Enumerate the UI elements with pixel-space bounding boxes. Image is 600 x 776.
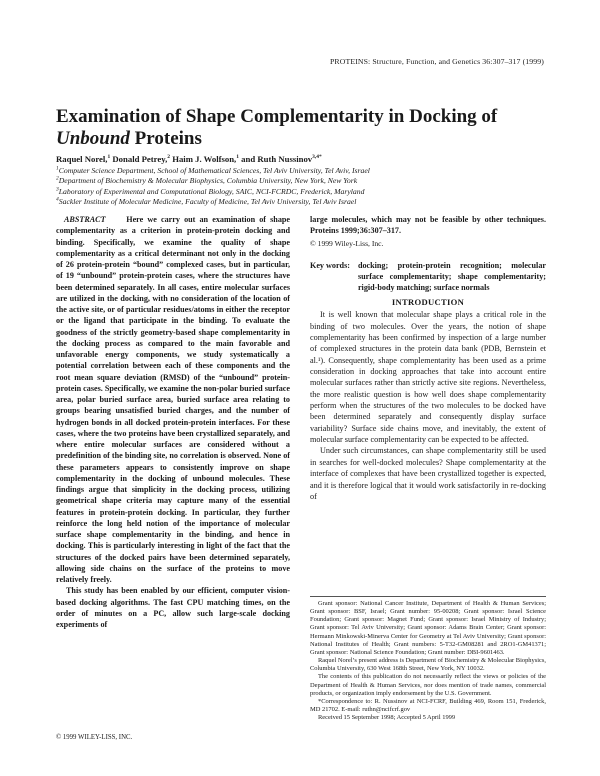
affiliation-sup: 1 bbox=[56, 165, 59, 172]
author-list bbox=[56, 154, 322, 164]
affiliation bbox=[56, 166, 556, 176]
affiliation bbox=[56, 187, 556, 197]
author-name: Donald Petrey, bbox=[112, 154, 168, 164]
affiliation-text: Department of Biochemistry & Molecular Biophysics, Columbia University, New York, New York bbox=[58, 176, 358, 186]
footnote-received: Received 15 September 1998; Accepted 5 April 1999 bbox=[318, 714, 456, 722]
abstract-text: Here we carry out an examination of shape complementarity as a criterion in protein-protein docking and binding. Specifically, we examine the quality of shape complementarity as a critical determinant not only in the docking of 26 protein-protein “bound” complexed cases, but in particular, of 19 “unbound” protein-protein cases, where the structures have been determined separately. In all cases, entire molecular surfaces are utilized in the docking, with no consideration of the location of the active site, or of particular residues/atoms in either the receptor or the ligand that participate in the binding. To evaluate the goodness of the strictly geometry-based shape complementarity in the docking process as compared to the main favorable and unfavorable energy components, we study systematically a potential correlation between each of these components and the root mean square deviation (RMSD) of the “unbound” protein-protein cases. Specifically, we examine the non-polar buried surface area, polar buried surface area, buried surface area relating to groups bearing unsatisfied buried charges, and the number of hydrogen bonds in all docked protein-protein interfaces. For these cases, where the two proteins have been crystallized separately, and where entire molecular surfaces are considered without a predefinition of the binding site, no correlation is observed. None of these parameters appears to consistently improve on shape complementarity in the docking of unbound molecules. These findings argue that simplicity in the docking process, utilizing geometrical shape criteria may capture many of the essential features in protein-protein docking. In particular, they further reinforce the long held notion of the importance of molecular surface shape complementarity in the binding, and hence in docking. This is particularly interesting in light of the fact that the structures of the docked pairs have been determined separately, allowing side chains on the surface of the proteins to move relatively freely. bbox=[56, 215, 291, 584]
intro-paragraph: It is well known that molecular shape plays a critical role in the binding of two molecules. Over the years, the notion of shape complementarity has been confirmed by inspection of a large number of complexed structures in the protein data bank (PDB, Bernstein et al.¹). Consequently, shape complementarity has been used as a prime consideration in docking approaches that take into account entire molecular surfaces rather than strictly active site regions. Nevertheless, the more realistic question is how well does shape complementarity perform when the structures of the two molecules to be docked have been determined separately and consequently display surface variability? Surface side chains move, and inevitably, the extent of molecular surface complementarity can be expected to be affected. bbox=[310, 310, 546, 445]
author-name: Ruth Nussinov bbox=[257, 154, 313, 164]
footnote-address: Raquel Norel’s present address is Department of Biochemistry & Molecular Biophysics, Columbia University, 630 West 168th Street, New York, NY 10032. bbox=[310, 657, 546, 673]
keywords-label: Key words: bbox=[310, 260, 350, 270]
intro-paragraph: Under such circumstances, can shape complementarity still be used in searches for well-docked molecules? Shape complementarity at the interface of complexes that have been crystallized together is expected, and it is therefore logical that it would work satisfactorily in re-docking of bbox=[310, 446, 546, 501]
abstract-label: ABSTRACT bbox=[64, 215, 106, 224]
affiliation bbox=[56, 197, 556, 207]
affiliation-text: Sackler Institute of Molecular Medicine, Faculty of Medicine, Tel Aviv University, Tel Aviv Israel bbox=[58, 197, 357, 207]
footnote-grants: Grant sponsor: National Cancer Institute, Department of Health & Human Services; Grant sponsor: BSF, Israel; Grant number: 95-00208; Grant sponsor: Israel Science Foundation; Grant sponsor: Magnet Fund; Grant sponsor: Israel Ministry of Industry; Grant sponsor: Tel Aviv University; Grant sponsor: Adams Brain Center; Grant sponsor: Hermann Minkowski-Minerva Center for Geometry at Tel Aviv University; Grant sponsor: National Institutes of Health; Grant numbers: 5-T32-GM08281 and 2RO1-GM41371; Grant sponsor: National Science Foundation; Grant number: DBI-9601463. bbox=[310, 600, 546, 656]
author-sup: 2 bbox=[167, 154, 171, 161]
right-column bbox=[310, 214, 546, 502]
keywords bbox=[310, 260, 546, 294]
author-sep: and bbox=[238, 154, 258, 164]
author-name: Haim J. Wolfson, bbox=[172, 154, 237, 164]
affiliations bbox=[56, 166, 556, 208]
title-italic: Unbound bbox=[56, 128, 130, 149]
footnote-disclaimer: The contents of this publication do not necessarily reflect the views or policies of the Department of Health & Human Services, nor does mention of trade names, commercial products, or organization imply endorsement by the U.S. Government. bbox=[310, 673, 546, 697]
abstract-paragraph-1 bbox=[56, 214, 290, 585]
footnotes bbox=[310, 596, 546, 722]
abstract-paragraph-2-cont: large molecules, which may not be feasible by other techniques. Proteins 1999;36:307–317. bbox=[310, 215, 546, 236]
abstract-column bbox=[56, 214, 290, 630]
footnote-correspondence: *Correspondence to: R. Nussinov at NCI-FCRF, Building 469, Room 151, Frederick, MD 21702. E-mail: ruthn@ncifcrf.gov bbox=[310, 697, 546, 714]
affiliation-sup: 4 bbox=[56, 196, 59, 203]
affiliation bbox=[56, 176, 556, 186]
author-name: Raquel Norel, bbox=[56, 154, 108, 164]
affiliation-text: Computer Science Department, School of Mathematical Sciences, Tel Aviv University, Tel Aviv, Israel bbox=[58, 166, 370, 175]
title-part-1: Examination of Shape Complementarity in Docking of bbox=[56, 106, 498, 127]
keywords-text: docking; protein-protein recognition; molecular surface complementarity; shape complementarity; rigid-body matching; surface normals bbox=[357, 260, 546, 293]
author-sup: 1 bbox=[107, 154, 111, 161]
running-head: PROTEINS: Structure, Function, and Genetics 36:307–317 (1999) bbox=[330, 57, 544, 66]
author-sup: 1 bbox=[236, 154, 239, 161]
abstract-copyright: © 1999 Wiley-Liss, Inc. bbox=[310, 238, 384, 248]
abstract-continuation bbox=[310, 214, 546, 249]
author-sup: 3,4* bbox=[312, 154, 322, 161]
affiliation-text: Laboratory of Experimental and Computational Biology, SAIC, NCI-FCRDC, Frederick, Maryland bbox=[58, 186, 365, 196]
abstract-paragraph-2: This study has been enabled by our efficient, computer vision-based docking algorithms. The fast CPU matching times, on the order of minutes on a PC, allow such large-scale docking experiments of bbox=[56, 586, 290, 629]
footer-copyright: © 1999 WILEY-LISS, INC. bbox=[56, 734, 133, 741]
affiliation-sup: 2 bbox=[56, 175, 59, 182]
introduction-body bbox=[310, 309, 546, 502]
affiliation-sup: 3 bbox=[56, 186, 59, 193]
section-heading: INTRODUCTION bbox=[391, 297, 465, 308]
paper-title bbox=[56, 106, 556, 150]
title-part-2: Proteins bbox=[129, 128, 202, 149]
